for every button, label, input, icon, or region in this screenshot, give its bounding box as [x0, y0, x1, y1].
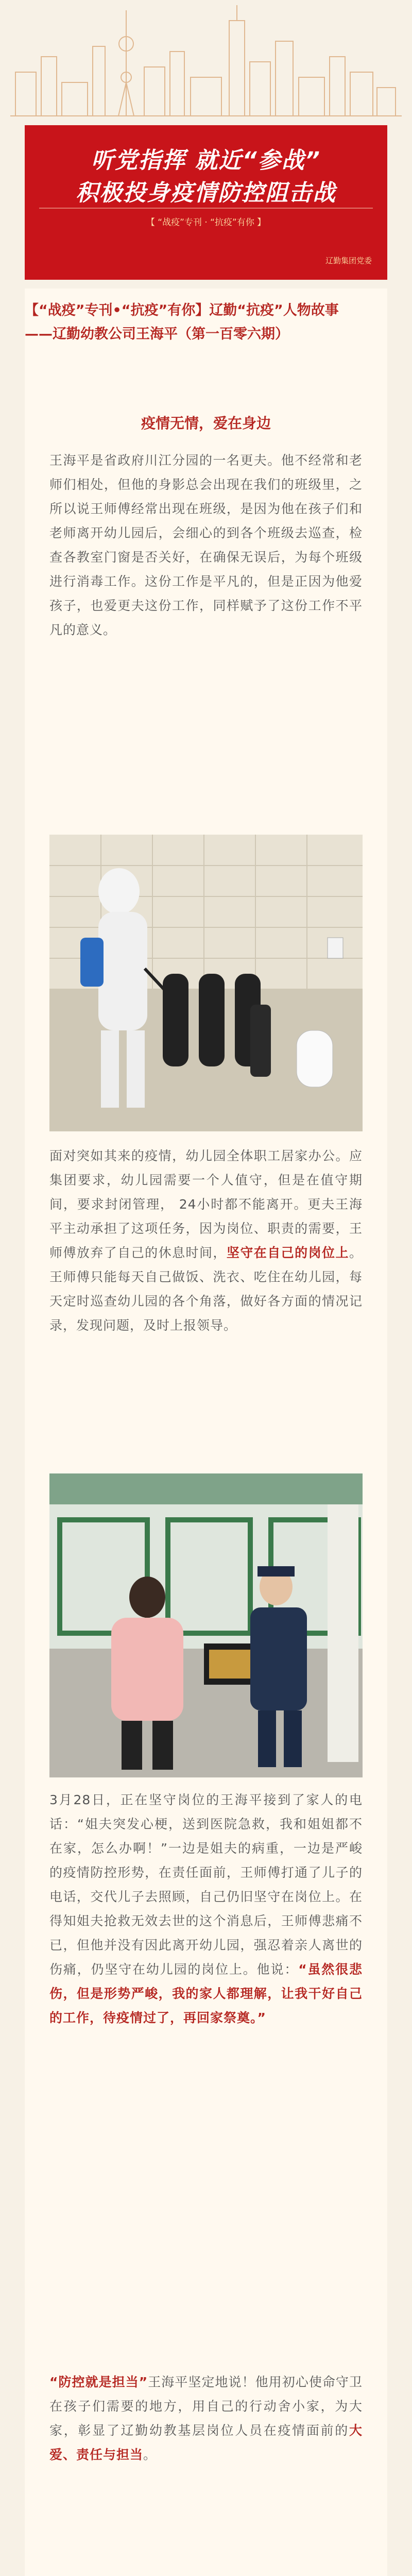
photo-disinfecting: [49, 835, 363, 1131]
paragraph-2-text-a: 面对突如其来的疫情，幼儿园全体职工居家办公。应集团要求，幼儿园需要一个人值守，但是在值守期间，要求封闭管理， 24小时都不能离开。更夫王海平主动承担了这项任务，因为岗位、职责的需要，王师傅放弃了自己的休息时间，: [49, 1148, 363, 1260]
article-title: 【“战疫”专刊•“抗疫”有你】辽勤“抗疫”人物故事——辽勤幼教公司王海平（第一百零六期）: [25, 302, 339, 342]
paragraph-4-text: 王海平坚定地说！他用初心使命守卫在孩子们需要的地方，用自己的行动舍小家，为大家，彰显了辽勤幼教基层岗位人员在疫情面前的: [49, 2375, 363, 2438]
paragraph-1: 王海平是省政府川江分园的一名更夫。他不经常和老师们相处，但他的身影总会出现在我们的班级里，之所以说王师傅经常出现在班级，是因为他在孩子们和老师离开幼儿园后，会细心的到各个班级去巡查，检查各教室门窗是否关好，在确保无误后，为每个班级进行消毒工作。这份工作是平凡的，但是正因为他爱孩子，也爱更夫这份工作，同样赋予了这份工作不平凡的意义。: [49, 453, 363, 637]
paragraph-4-highlight-a: “防控就是担当”: [49, 2375, 148, 2389]
header-tagline: 【 “战疫”专刊 · “抗疫”有你 】: [146, 217, 266, 228]
paragraph-3: [49, 1788, 363, 2030]
paragraph-4-end: 。: [143, 2447, 157, 2462]
paragraph-2-highlight: 坚守在自己的岗位上: [226, 1245, 349, 1260]
section-heading: 疫情无情，爱在身边: [141, 415, 271, 432]
paragraph-4: [49, 2370, 363, 2467]
paragraph-3-quote: “虽然很悲伤，但是形势严峻，我的家人都理解，让我干好自己的工作，待疫情过了，再回家祭奠。”: [49, 1962, 363, 2025]
paragraph-2-text-b: 。王师傅只能每天自己做饭、洗衣、吃住在幼儿园，每天定时巡查幼儿园的各个角落，做好各方面的情况记录，发现问题，及时上报领导。: [49, 1245, 363, 1333]
skyline-banner: [0, 0, 412, 121]
header-org: 辽勤集团党委: [325, 256, 372, 265]
paragraph-4-highlight-b: 大爱、责任与担当: [49, 2423, 363, 2462]
headline-line2: 积极投身疫情防控阻击战: [76, 180, 336, 206]
photo-delivery: [49, 1473, 363, 1777]
paragraph-3-text: 3月28日，正在坚守岗位的王海平接到了家人的电话：“姐夫突发心梗，送到医院急救，我和姐姐都不在家，怎么办啊！”一边是姐夫的病重，一边是严峻的疫情防控形势，在责任面前，王师傅打通了儿子的电话，交代儿子去照顾，自己仍旧坚守在岗位上。在得知姐夫抢救无效去世的这个消息后，王师傅悲痛不已，但他并没有因此离开幼儿园，强忍着亲人离世的伤痛，仍坚守在幼儿园的岗位上。他说：: [49, 1792, 363, 1977]
header-banner: [25, 125, 387, 280]
paragraph-2: [49, 1144, 363, 1337]
divider: [39, 208, 373, 209]
headline-line1: 听党指挥 就近“参战”: [91, 147, 321, 174]
